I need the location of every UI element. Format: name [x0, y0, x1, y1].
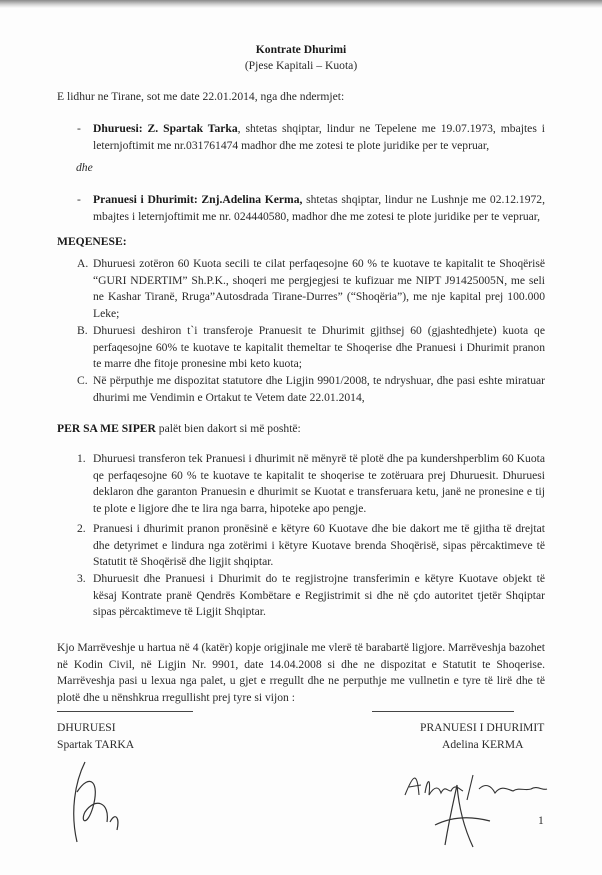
list-marker: B.	[77, 324, 88, 337]
donor-signature-line	[57, 711, 193, 712]
donor-name: Spartak TARKA	[57, 738, 135, 751]
party-recipient	[77, 192, 545, 225]
list-marker: 1.	[77, 452, 86, 465]
clause-text: Dhuruesi transferon tek Pranuesi i dhurimit në mënyrë të plotë dhe pa kundershperblim 60 Kuota qe perfaqesojne 60 % te kuotave te kapitalit te shoqerise te zotëruara prej Dhuruesit. Dhuruesi deklaron dhe garanton Pranuesin e dhurimit se Kuotat e transferuara ketu, janë ne pronesine e tij te plote e ligjore dhe te lira nga barra, hipoteke apo pengje.	[93, 452, 545, 516]
list-marker: -	[77, 122, 81, 135]
whereas-item-a	[77, 256, 545, 323]
clause-text: Dhuruesit dhe Pranuesi i Dhurimit do te regjistrojne transferimin e këtyre Kuotave objekt të kësaj Kontrate pranë Qendrës Kombëtare e Regjistrimit si dhe në çdo autoritet tjetër Shqiptar sipas përcaktimeve të Ligjit Shqiptar.	[93, 572, 545, 619]
clause-text: Pranuesi i dhurimit pranon pronësinë e këtyre 60 Kuotave dhe bie dakort me të gjitha të drejtat dhe detyrimet e lindura nga zotërimi i këtyre Kuotave brenda Shoqërisë, sipas përcaktimeve të Statutit të Shoqërisë dhe ligjit shqiptar.	[93, 522, 545, 569]
list-marker: A.	[77, 257, 89, 270]
party-name: Pranuesi i Dhurimit: Znj.Adelina Kerma,	[93, 193, 303, 206]
closing-paragraph: Kjo Marrëveshje u hartua në 4 (katër) kopje origjinale me vlerë të barabartë ligjore. Marrëveshja bazohet në Kodin Civil, në Ligjin Nr. 9901, date 14.04.2008 si dhe ne dispozitat e Statutit te Shoqerise. Marrëveshja pasi u lexua nga palet, u gjet e rregullt dhe ne perputhje me vullnetin e tyre të lirë dhe të plotë dhe u nënshkrua rregullisht prej tyre si vijon :	[57, 641, 545, 705]
donor-signature	[55, 752, 145, 852]
recipient-role: PRANUESI I DHURIMIT	[420, 721, 545, 734]
clause-3	[77, 571, 545, 621]
scan-edge-shadow	[0, 0, 602, 8]
list-marker: -	[77, 193, 81, 206]
party-donor	[77, 121, 545, 154]
page-number: 1	[538, 814, 544, 827]
recipient-signature-line	[372, 711, 514, 712]
whereas-text: Dhuruesi zotëron 60 Kuota secili te cilat perfaqesojne 60 % te kuotave te kapitalit te Shoqërisë “GURI NDERTIM” Sh.P.K., shoqeri me pergjegjesi te kufizuar me NIPT J91425005N, me seli ne Kashar Tiranë, Rruga”Autosdrada Tirane-Durres” (“Shoqëria”), me nje kapital prej 100.000 Leke;	[93, 257, 545, 321]
clause-2	[77, 521, 545, 571]
party-details: shtetas shqiptar, lindur ne Lushnje me 02.12.1972, mbajtes i leternjoftimit me nr. 024440580, madhor dhe me zotesi te plote juridike per te vepruar,	[93, 193, 545, 223]
whereas-text: Dhuruesi deshiron t`i transferoje Pranuesit te Dhurimit gjithsej 60 (gjashtedhjete) kuota qe perfaqesojne 60% te kuotave te kapitalit themeltar te Shoqerise dhe Pranuesi i Dhurimit pranon te marre dhe fitoje pronesine mbi keto kuota;	[93, 324, 545, 371]
whereas-text: Në përputhje me dispozitat statutore dhe Ligjin 9901/2008, te ndryshuar, dhe pasi eshte miratuar dhurimi me Vendimin e Ortakut te Vetem date 22.01.2014,	[93, 374, 545, 404]
donor-role: DHURUESI	[57, 721, 116, 734]
party-details: , shtetas shqiptar, lindur ne Tepelene me 19.07.1973, mbajtes i leternjoftimit me nr.031761474 madhor dhe me zotesi te plote juridike per te vepruar,	[93, 122, 545, 152]
recipient-signature	[395, 755, 555, 855]
agreement-heading: PER SA ME SIPER palët bien dakort si më poshtë:	[57, 422, 301, 435]
conjunction: dhe	[76, 161, 93, 174]
intro-text: E lidhur ne Tirane, sot me date 22.01.2014, nga dhe ndermjet:	[57, 90, 345, 103]
whereas-item-c	[77, 373, 545, 406]
party-name: Dhuruesi: Z. Spartak Tarka	[93, 122, 238, 135]
whereas-heading: MEQENESE:	[57, 235, 127, 248]
document-subtitle: (Pjese Kapitali – Kuota)	[244, 59, 358, 72]
whereas-item-b	[77, 323, 545, 373]
list-marker: 2.	[77, 522, 86, 535]
recipient-name: Adelina KERMA	[442, 738, 524, 751]
list-marker: 3.	[77, 572, 86, 585]
clause-1	[77, 451, 545, 518]
list-marker: C.	[77, 374, 88, 387]
document-title: Kontrate Dhurimi	[255, 43, 347, 56]
